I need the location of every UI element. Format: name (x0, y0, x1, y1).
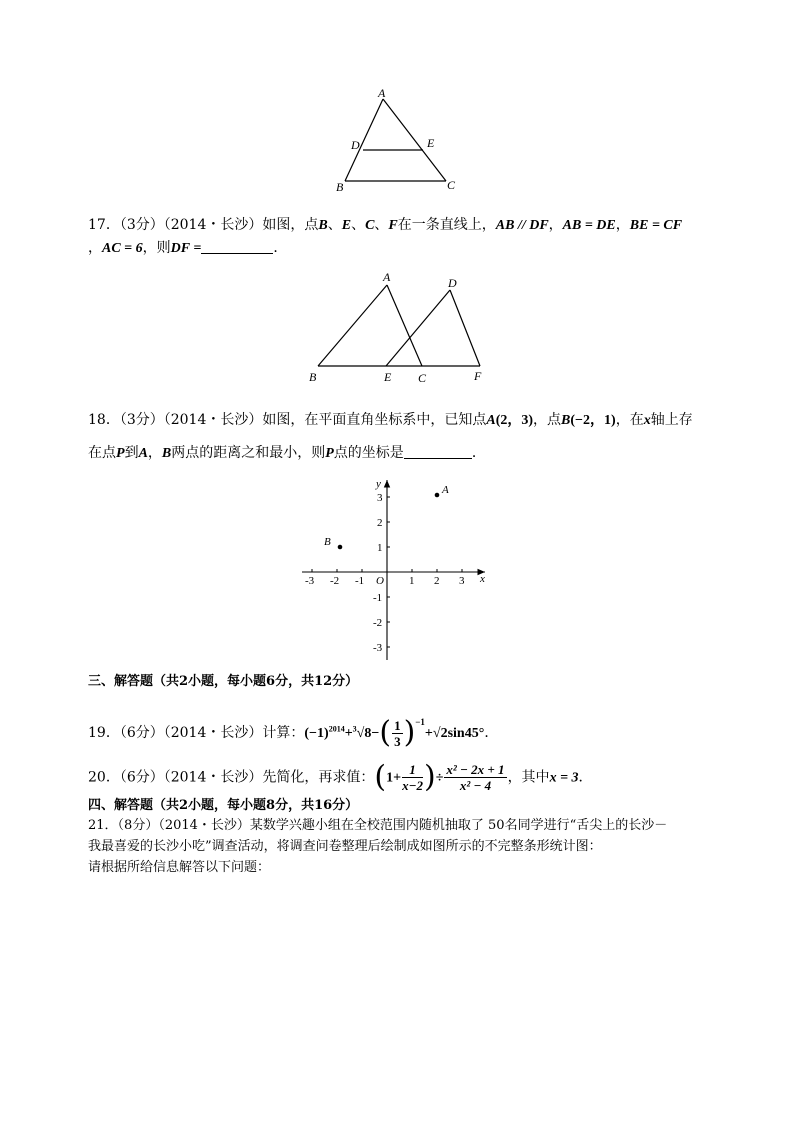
root-index: 3 (352, 724, 357, 734)
y-tick-label: -1 (373, 592, 383, 604)
plus-sign: + (344, 726, 353, 741)
point-b: B (161, 446, 172, 461)
y-tick-label: 2 (377, 517, 383, 529)
power-exponent: −1 (415, 717, 425, 727)
point-a: A (138, 446, 148, 461)
point-b-coord: (−2，1) (570, 413, 616, 428)
sine-term: sin45° (447, 726, 485, 741)
q17-meta: （3分）（2014・长沙） (119, 217, 263, 233)
point-p: P (325, 446, 334, 461)
point-b: B (318, 218, 328, 233)
point-a-dot (435, 493, 440, 498)
q17-number: 17． (88, 217, 120, 233)
question-18-line-2 (88, 443, 486, 464)
q17-ask: DF = (170, 241, 202, 256)
divide-sign: ÷ (435, 770, 444, 786)
q18-text: ，在 (615, 412, 644, 428)
power-exponent: 2014 (328, 724, 345, 734)
x-tick-label: -3 (305, 575, 315, 587)
section-4-heading: 四、解答题（共2小题，每小题8分，共16分） (88, 798, 359, 813)
q20-number: 20． (88, 769, 120, 786)
label-b: B (309, 370, 317, 384)
q18-text: 如图，在平面直角坐标系中，已知点 (262, 412, 487, 428)
point-p: P (116, 446, 125, 461)
y-axis-label: y (376, 478, 381, 490)
label-d: D (351, 138, 360, 152)
y-tick-label: -3 (373, 642, 383, 654)
label-e: E (384, 370, 392, 384)
separator: 、 (327, 217, 342, 233)
point-b: B (561, 413, 571, 428)
one-plus: 1+ (386, 770, 402, 786)
q20-meta: （6分）（2014・长沙）先简化，再求值： (119, 769, 375, 786)
origin-label: O (376, 575, 384, 587)
fraction-quadratic: $\frac{\text{x² − 2x + 1}}{\text{x² − 4}}$ (446, 762, 505, 793)
q18-number: 18． (88, 412, 120, 428)
condition-equal-2: BE = CF (629, 218, 683, 233)
answer-blank (404, 444, 472, 459)
question-17 (88, 215, 682, 236)
q18-text: 点的坐标是 (333, 445, 404, 461)
cube-root: √8 (356, 726, 372, 741)
label-c: C (418, 371, 427, 385)
x-tick-label: 2 (434, 575, 440, 587)
sqrt-two: √2 (432, 726, 448, 741)
label-c: C (447, 178, 456, 192)
point-c: C (365, 218, 375, 233)
q19-meta: （6分）（2014・长沙）计算： (119, 725, 305, 741)
condition-equal: AB = DE (562, 218, 616, 233)
q17-text: 如图，点 (262, 217, 319, 233)
period: ． (578, 769, 593, 786)
minus-sign: − (371, 726, 380, 741)
point-a: A (486, 413, 496, 428)
point-b-label: B (324, 536, 331, 548)
plus-sign: + (424, 726, 433, 741)
answer-blank (201, 239, 273, 254)
q18-text: ， (147, 445, 162, 461)
question-17-line-2 (88, 238, 287, 259)
label-a: A (378, 86, 386, 100)
x-tick-label: 1 (409, 575, 415, 587)
y-tick-label: 3 (377, 492, 383, 504)
period: ． (484, 725, 499, 741)
power-base: (−1) (304, 726, 329, 741)
triangle-figure-1 (330, 85, 470, 195)
coordinate-plane (295, 470, 495, 665)
q18-meta: （3分）（2014・长沙） (119, 412, 263, 428)
q18-text: 到 (124, 445, 139, 461)
x-tick-label: -2 (330, 575, 340, 587)
label-f: F (474, 369, 482, 383)
separator: 、 (374, 217, 389, 233)
fraction-1-over-x-minus-2: $\frac{1}{x-2}$ (402, 762, 423, 793)
question-21-line-2: 我最喜爱的长沙小吃”调查活动，将调查问卷整理后绘制成如图所示的不完整条形统计图： (88, 839, 602, 854)
question-21-line-1: 21．（8分）（2014・长沙）某数学兴趣小组在全校范围内随机抽取了 50名同学进行“舌尖上的长沙－ (88, 818, 668, 833)
x-tick-label: 3 (459, 575, 465, 587)
point-e: E (341, 218, 352, 233)
q17-text: ，则 (142, 240, 171, 256)
y-tick-label: 1 (377, 542, 383, 554)
point-b-dot (338, 545, 343, 550)
comma: ， (615, 217, 630, 233)
separator: 、 (351, 217, 366, 233)
section-3-heading: 三、解答题（共2小题，每小题6分，共12分） (88, 674, 359, 689)
condition-x: x = 3 (549, 770, 579, 786)
condition-parallel: AB // DF (495, 218, 549, 233)
triangle-figure-2 (300, 268, 500, 388)
q18-text: 两点的距离之和最小，则 (171, 445, 326, 461)
q17-text: 在一条直线上， (397, 217, 496, 233)
period: ． (471, 445, 486, 461)
x-axis-label: x (480, 573, 485, 585)
q20-text: ，其中 (507, 769, 550, 786)
fraction-one-third: $\frac{1}{3}$ (394, 717, 401, 749)
q18-text: 在点 (88, 445, 116, 461)
condition-ac: AC = 6 (102, 241, 143, 256)
question-20: 20．（6分）（2014・长沙）先简化，再求值：(1+ $\frac{1}{x-2}$ )÷ $\frac{\text{x² − 2x + 1}}{\text{x² − 4}}$ ，其中x = 3． (88, 759, 593, 795)
point-a-coord: (2，3) (495, 413, 534, 428)
question-18 (88, 410, 693, 431)
comma: ， (88, 240, 102, 256)
y-tick-label: -2 (373, 617, 383, 629)
question-19: 19．（6分）（2014・长沙）计算：$(-1)^{2014}+^3√8-$( $\frac{1}{3}$ )$^{-1}$+√2sin45°． (88, 715, 499, 750)
x-var: x (643, 413, 651, 428)
point-a-label: A (442, 484, 449, 496)
x-tick-label: -1 (355, 575, 365, 587)
q18-text: ，点 (533, 412, 562, 428)
q18-text: 轴上存 (650, 412, 693, 428)
label-d: D (448, 276, 457, 290)
comma: ， (548, 217, 563, 233)
label-e: E (427, 136, 435, 150)
point-f: F (388, 218, 398, 233)
q19-number: 19． (88, 725, 120, 741)
question-21-line-3: 请根据所给信息解答以下问题： (88, 860, 271, 875)
label-a: A (383, 270, 391, 284)
label-b: B (336, 180, 344, 194)
period: ． (273, 240, 288, 256)
